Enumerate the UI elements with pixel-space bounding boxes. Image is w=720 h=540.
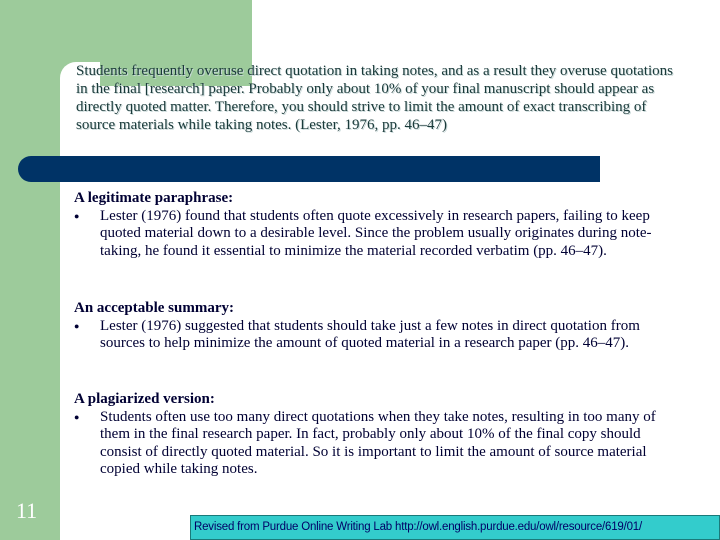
section-text: Lester (1976) suggested that students should take just a few notes in direct quotation from sources to help minimize the amount of quoted material in a research paper (pp. 46–47). bbox=[100, 317, 640, 351]
source-footer: Revised from Purdue Online Writing Lab http://owl.english.purdue.edu/owl/resource/619/01/ bbox=[190, 515, 720, 540]
section-plagiarized bbox=[74, 391, 674, 479]
section-summary bbox=[74, 300, 674, 353]
original-quote: Students frequently overuse direct quotation in taking notes, and as a result they overuse quotations in the final [research] paper. Probably only about 10% of your final manuscript should appear as directly quoted matter. Therefore, you should strive to limit the amount of exact transcribing of source materials while taking notes. (Lester, 1976, pp. 46–47) bbox=[76, 63, 673, 133]
bullet-icon: ● bbox=[74, 411, 80, 422]
section-paraphrase bbox=[74, 190, 674, 260]
section-text: Lester (1976) found that students often quote excessively in research papers, failing to keep quoted material down to a desirable level. Since the problem usually originates during note-taking, he found it essential to minimize the material recorded verbatim (pp. 46–47). bbox=[100, 207, 652, 259]
bullet-icon: ● bbox=[74, 210, 80, 221]
section-heading: A plagiarized version: bbox=[74, 391, 215, 407]
section-text: Students often use too many direct quotations when they take notes, resulting in too many of them in the final research paper. In fact, probably only about 10% of the final copy should consist of directly quoted material. So it is important to limit the amount of source material copied while taking notes. bbox=[100, 408, 656, 477]
section-heading: A legitimate paraphrase: bbox=[74, 190, 234, 206]
divider-bar bbox=[18, 156, 600, 182]
bullet-icon: ● bbox=[74, 320, 80, 331]
slide-number: 11 bbox=[16, 498, 38, 523]
section-heading: An acceptable summary: bbox=[74, 300, 234, 316]
